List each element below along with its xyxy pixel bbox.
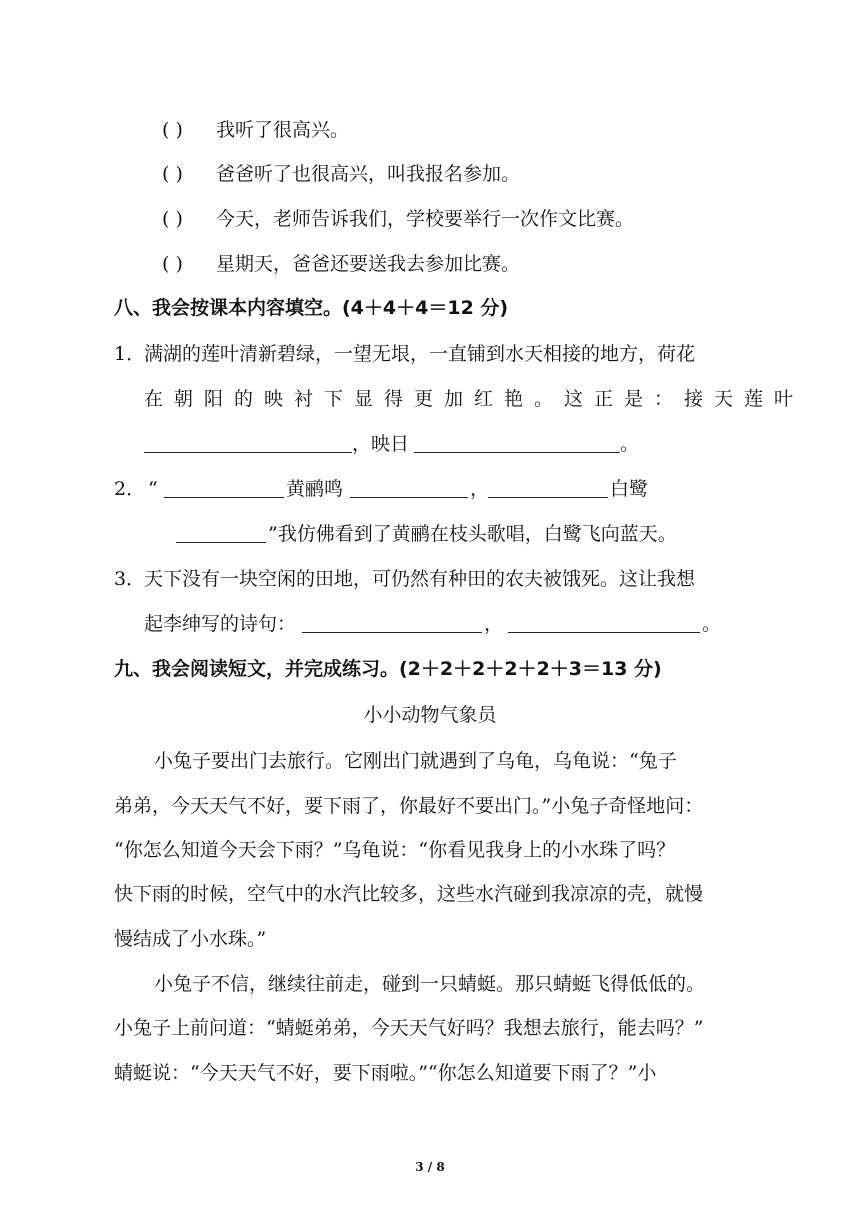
answer-blank[interactable] xyxy=(414,432,620,453)
question-text: 黄鹂鸣 xyxy=(286,478,344,500)
answer-blank[interactable] xyxy=(350,477,468,498)
question-text: 。 xyxy=(620,433,640,455)
answer-blank[interactable] xyxy=(302,612,482,633)
answer-blank[interactable] xyxy=(488,477,608,498)
quote-mark: “ xyxy=(148,478,158,500)
question-text: 起李绅写的诗句： xyxy=(144,613,297,635)
answer-parentheses[interactable]: ( ) xyxy=(162,253,183,275)
article-line: 弟弟，今天天气不好，要下雨了，你最好不要出门。”小兔子奇怪地问： xyxy=(114,795,704,817)
answer-blank[interactable] xyxy=(508,612,700,633)
answer-parentheses[interactable]: ( ) xyxy=(162,163,183,185)
answer-blank[interactable] xyxy=(164,477,284,498)
question-number: 3． xyxy=(114,568,146,590)
section-heading: 八、我会按课本内容填空。(4＋4＋4＝12 分) xyxy=(114,297,509,319)
punctuation: ， xyxy=(484,613,504,635)
question-text: ，映日 xyxy=(352,433,410,455)
answer-blank[interactable] xyxy=(176,522,266,543)
page-number: 3 / 8 xyxy=(415,1160,445,1174)
question-text: 天下没有一块空闲的田地，可仍然有种田的农夫被饿死。这让我想 xyxy=(144,568,696,590)
article-line: 小兔子不信，继续往前走，碰到一只蜻蜓。那只蜻蜓飞得低低的。 xyxy=(154,973,706,995)
question-text: ”我仿佛看到了黄鹂在枝头歌唱，白鹭飞向蓝天。 xyxy=(268,523,677,545)
article-line: 快下雨的时候，空气中的水汽比较多，这些水汽碰到我凉凉的壳，就慢 xyxy=(114,883,704,905)
question-text: 白鹭 xyxy=(610,478,649,500)
article-line: 小兔子要出门去旅行。它刚出门就遇到了乌龟，乌龟说：“兔子 xyxy=(154,750,677,772)
ordering-sentence: 爸爸听了也很高兴，叫我报名参加。 xyxy=(216,163,521,185)
answer-parentheses[interactable]: ( ) xyxy=(162,119,183,141)
question-text: 在朝阳的映衬下显得更加红艳。这正是：接天莲叶 xyxy=(144,388,805,410)
article-title: 小小动物气象员 xyxy=(363,704,497,726)
punctuation: ， xyxy=(470,478,490,500)
article-line: 小兔子上前问道：“蜻蜓弟弟，今天天气好吗？我想去旅行，能去吗？” xyxy=(114,1017,704,1039)
section-heading: 九、我会阅读短文，并完成练习。(2＋2＋2＋2＋2＋3＝13 分) xyxy=(114,658,662,680)
ordering-sentence: 星期天，爸爸还要送我去参加比赛。 xyxy=(216,253,521,275)
article-line: 慢结成了小水珠。” xyxy=(114,928,267,950)
answer-blank[interactable] xyxy=(144,432,352,453)
article-line: 蜻蜓说：“今天天气不好，要下雨啦。”“你怎么知道要下雨了？”小 xyxy=(114,1062,657,1084)
ordering-sentence: 我听了很高兴。 xyxy=(216,119,350,141)
answer-parentheses[interactable]: ( ) xyxy=(162,208,183,230)
question-number: 2． xyxy=(114,478,146,500)
question-text: 满湖的莲叶清新碧绿，一望无垠，一直铺到水天相接的地方，荷花 xyxy=(144,343,696,365)
question-number: 1． xyxy=(114,343,146,365)
ordering-sentence: 今天，老师告诉我们，学校要举行一次作文比赛。 xyxy=(216,208,635,230)
punctuation: 。 xyxy=(702,613,722,635)
article-line: “你怎么知道今天会下雨？”乌龟说：“你看见我身上的小水珠了吗？ xyxy=(114,839,676,861)
